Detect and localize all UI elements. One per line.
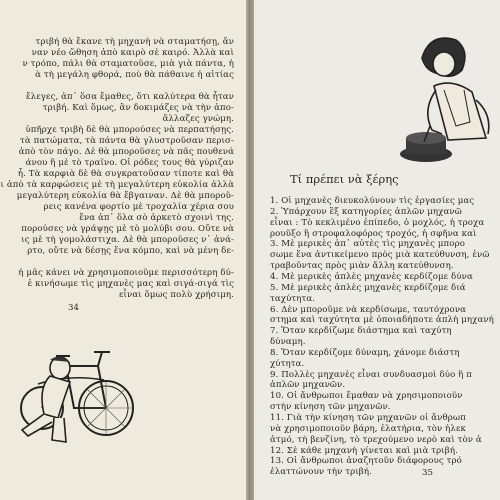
text-line: τραβοῦντας πρὸς μιὰν ἄλλη κατεύθυνση. xyxy=(270,261,454,272)
text-line: ις μὲ τὴ γομολάστιχα. Δὲ θὰ μποροῦσες ν᾿ ἀνά- xyxy=(21,235,234,245)
text-line: ἦ. Τὰ καρφιὰ δὲ θὰ συγκρατοῦσαν τίποτε καὶ θὰ xyxy=(17,169,234,179)
text-line: ρτο, οὔτε νὰ δέσῃς ἕνα κόμπο, καὶ νὰ μένη δε- xyxy=(27,246,234,256)
text-line: άνου ἢ μὲ τὸ τραῖνο. Οἱ ρόδες τους θὰ γύριζαν xyxy=(25,158,234,168)
text-line: στὴν κίνηση τῶν μηχανῶν. xyxy=(270,402,391,413)
text-line: ταχύτητα. xyxy=(270,293,316,304)
text-line: ἀτμό, τὴ βενζίνη, τὸ τρεχούμενο νερὸ καὶ τὸν ἀ xyxy=(270,434,482,445)
text-line: ἔνα ἀπ᾿ ὅλα σὸ ἀρκετὸ σχοινὶ της. xyxy=(79,213,234,223)
text-line: 10. Οἱ ἄνθρωποι ἔμαθαν νὰ χρησιμοποιοῦν xyxy=(270,391,463,402)
text-line: στημα καὶ ταχύτητα μὲ ὁποιαδήποτε ἁπλὴ μηχανή xyxy=(270,315,494,326)
text-line: ἐλαττώνουν τὴν τριβή. xyxy=(270,467,372,478)
text-line: σωμε ἕνα ἀντικείμενο πρὸς μιὰ κατεύθυνση, ἐνῶ xyxy=(270,250,490,261)
text-line: νὰ χρησιμοποιοῦν βάρη, ἐλατήρια, τὸν ἠλεκ xyxy=(270,423,466,434)
text-line: ν τρόπο, πάλι θὰ σταματοῦσε, μιὰ γιὰ πάντα, ἡ xyxy=(22,59,234,69)
text-line: δύναμη. xyxy=(270,337,306,348)
text-line: εἶναι ὅμως πολὺ χρήσιμη. xyxy=(119,290,234,300)
text-line: 7. Ὅταν κερδίζωμε διάστημα καὶ ταχύτη xyxy=(270,326,452,337)
book-gutter xyxy=(246,0,254,500)
page-number: 35 xyxy=(422,468,433,478)
text-line: ὑπῆρχε τριβὴ δὲ θὰ μπορούσες νὰ περπατήσῃς. xyxy=(25,125,234,135)
text-line: ἄλλαζες γνώμη. xyxy=(162,114,234,124)
text-line: ρουῦξο ἢ στροφαλοφόρος τροχός, ἡ σφῆνα καὶ xyxy=(270,228,477,239)
text-line: 11. Γιὰ τὴν κίνηση τῶν μηχανῶν οἱ ἄνθρωπ xyxy=(270,413,466,423)
text-line: 8. Ὅταν κερδίζομε δύναμη, χάνομε διάστη xyxy=(270,347,460,358)
text-line: τριβή. Καὶ ὅμως, ἂν δοκιμάζες νὰ τὴν ἀπο- xyxy=(42,103,234,113)
text-line: 1. Οἱ μηχανὲς διευκολύνουν τὶς ἐργασίες μας xyxy=(270,196,475,206)
text-line: 3. Μὲ μερικὲς ἀπ᾿ αὐτὲς τὶς μηχανὲς μπορο xyxy=(270,239,466,250)
text-line: εἶναι : Τὸ κεκλιμένο ἐπίπεδο, ὁ μοχλός, ἡ τροχα xyxy=(270,217,485,228)
text-line: ὰ τὴ μεγάλη φθορά, ποὺ θὰ πάθαινε ἡ αἰτίας xyxy=(35,70,234,80)
text-line: ι ἀπὸ τὰ καρφώσεις μὲ τὴ μεγαλύτερη εὐκολία ἀλλὰ xyxy=(0,180,234,190)
text-line: ἐ κινήσωμε τὶς μηχανὲς μας καὶ σιγά-σιγά τὶς xyxy=(27,279,234,289)
boy-with-bicycle-illustration xyxy=(8,318,148,450)
section-heading: Τί πρέπει νὰ ξέρης xyxy=(290,172,399,186)
text-line: 13. Οἱ ἄνθρωποι ἀναζητοῦν διάφορους τρό xyxy=(270,456,462,467)
text-line: τὰ πατώματα, τὰ πάντα θὰ γλυστροῦσαν περισ- xyxy=(20,136,234,146)
page-number: 34 xyxy=(68,303,79,313)
text-line: 6. Δὲν μποροῦμε νὰ κερδίσωμε, ταυτόχρονα xyxy=(270,304,467,315)
text-line: 12. Σὲ κάθε μηχανὴ γίνεται καὶ μιὰ τριβή. xyxy=(270,445,458,456)
text-line: 9. Πολλὲς μηχανὲς εἶναι συνδυασμοὶ δύο ἢ π xyxy=(270,369,472,380)
text-line: ἀπὸ τὸν πάγο. Δὲ θὰ μποροῦσες νὰ πᾶς πουθενά xyxy=(18,147,234,157)
text-line: 5. Μὲ μερικὲς ἁπλὲς μηχανὲς κερδίζομε διά xyxy=(270,282,466,293)
text-line: χύτητα. xyxy=(270,358,305,369)
text-line: πορούσες νὰ γράψῃς μὲ τὸ μολύβι σου. Οὔτε νὰ xyxy=(21,224,234,234)
text-line: μεγαλύτερη εὐκολία θὰ ἔβγαιναν. Δὲ θὰ μποροῦ- xyxy=(16,191,234,201)
right-page xyxy=(254,0,500,500)
text-line: 2. Ὑπάρχουν ἓξ κατηγορίες ἁπλῶν μηχανῶ xyxy=(270,206,462,217)
text-line: ἔλεγες, ἀπ᾿ ὅσα ἔμαθες, ὅτι καλύτερα θὰ ἦταν xyxy=(25,92,234,102)
left-page xyxy=(0,0,246,500)
text-line: ρεις κανένα φορτίο μὲ τροχαλία χέρια σου xyxy=(43,202,234,212)
text-line: ναν νέο ὤθηση ἀπὸ καιρὸ σὲ καιρό. Ἀλλὰ καὶ xyxy=(31,48,234,58)
text-line: 4. Μὲ μερικὲς ἁπλὲς μηχανὲς κερδίζομε δύνα xyxy=(270,271,473,282)
text-line: τριβή θὰ ἔκανε τὴ μηχανὴ νὰ σταματήσῃ, ἄν xyxy=(35,37,234,47)
text-line: ἡ μᾶς κάνει νὰ χρησιμοποιοῦμε περισσότερη δύ- xyxy=(18,268,234,278)
girl-with-cake-illustration xyxy=(400,30,500,170)
text-line: ἁπλῶν μηχανῶν. xyxy=(270,380,346,391)
